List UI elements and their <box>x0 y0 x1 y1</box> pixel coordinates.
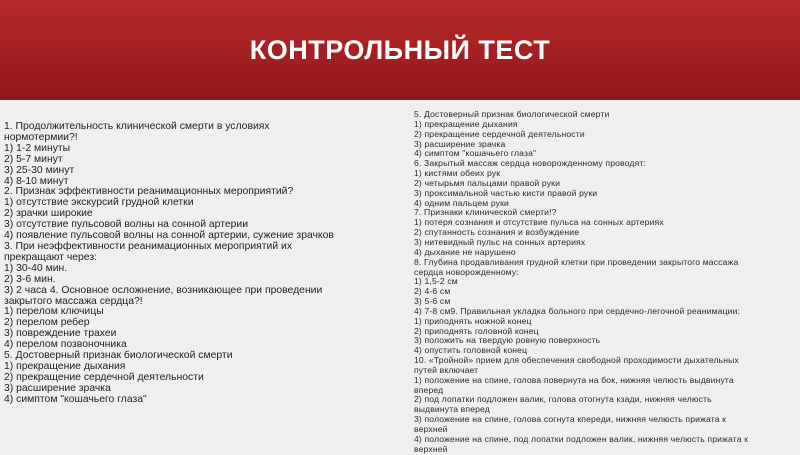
text-line: 3) отсутствие пульсовой волны на сонной артерии <box>4 219 249 231</box>
text-line: 2) под лопатки подложен валик, голова отогнута кзади, нижняя челюсть <box>414 394 712 405</box>
title-banner <box>0 0 800 100</box>
text-line: 8. Глубина продавливания грудной клетки при проведении закрытого массажа <box>414 256 739 267</box>
text-line: 4) симптом "кошачьего глаза" <box>414 148 537 159</box>
text-line: 3) 5-6 см <box>414 296 451 307</box>
text-line: 7. Признаки клинической смерти!? <box>414 207 557 218</box>
text-line: 1) 1-2 минуты <box>4 142 71 154</box>
text-line: 2) перелом ребер <box>4 317 90 329</box>
text-line: 3) положить на твердую ровную поверхность <box>414 335 601 346</box>
text-line: 2) 4-6 см <box>414 286 451 297</box>
text-line: 3) проксимальной частью кисти правой руки <box>414 187 598 198</box>
text-line: верхней <box>414 443 448 454</box>
text-line: 4) появление пульсовой волны на сонной артерии, сужение зрачков <box>4 230 334 242</box>
text-line: 4) перелом позвоночника <box>4 339 127 351</box>
text-line: 2. Признак эффективности реанимационных мероприятий? <box>4 186 294 198</box>
text-line: 2) спутанность сознания и возбуждение <box>414 227 580 238</box>
text-line: 3) 2 часа 4. Основное осложнение, возникающее при проведении <box>4 284 323 296</box>
text-line: 4) положение на спине, под лопатки подложен валик, нижняя челюсть прижата к <box>414 433 749 444</box>
text-line: 2) приподнять головной конец <box>414 325 539 336</box>
text-line: сердца новорожденному: <box>414 266 519 277</box>
text-line: 1) 30-40 мин. <box>4 262 68 274</box>
text-line: 1) прекращение дыхания <box>414 118 518 129</box>
text-line: 3) повреждение трахеи <box>4 328 117 340</box>
text-line: 3. При неэффективности реанимационных мероприятий их <box>4 240 293 252</box>
text-line: 3) 25-30 минут <box>4 164 75 176</box>
text-line: 10. «Тройной» прием для обеспечения свободной проходимости дыхательных <box>414 355 739 366</box>
text-line: 6. Закрытый массаж сердца новорожденному проводят: <box>414 158 647 169</box>
text-line: 4) дыхание не нарушено <box>414 246 516 257</box>
text-line: 2) 5-7 минут <box>4 153 63 165</box>
text-line: 2) 3-6 мин. <box>4 273 56 285</box>
text-line: 4) опустить головной конец <box>414 345 528 356</box>
text-line: 5. Достоверный признак биологической смерти <box>414 109 610 119</box>
text-line: 1) перелом ключицы <box>4 306 104 318</box>
text-line: 1) отсутствие экскурсий грудной клетки <box>4 197 194 209</box>
text-line: 4) одним пальцем руки <box>414 197 509 208</box>
text-line: 4) 8-10 минут <box>4 175 69 187</box>
text-line: 2) прекращение сердечной деятельности <box>4 371 204 383</box>
text-line: 1) приподнять ножной конец <box>414 315 532 326</box>
text-line: 4) 7-8 см9. Правильная укладка больного при сердечно-легочной реанимации: <box>414 305 741 316</box>
text-line: 2) четырьмя пальцами правой руки <box>414 177 561 188</box>
text-line: вперед <box>414 384 444 395</box>
text-line: выдвинута вперед <box>414 404 490 415</box>
text-line: 1) 1,5-2 см <box>414 276 458 287</box>
right-question-column <box>414 110 796 455</box>
left-question-column <box>4 122 394 406</box>
text-line: 4) симптом "кошачьего глаза" <box>4 393 147 405</box>
text-line: путей включает <box>414 364 479 375</box>
text-line: 1) кистями обеих рук <box>414 168 501 179</box>
text-line: 3) нитевидный пульс на сонных артериях <box>414 236 586 247</box>
text-line: 5. Достоверный признак биологической смерти <box>4 350 233 362</box>
slide-title: КОНТРОЛЬНЫЙ ТЕСТ <box>249 34 551 65</box>
text-line: 3) положение на спине, голова согнута кпереди, нижняя челюсть прижата к <box>414 414 727 425</box>
text-line: закрытого массажа сердца?! <box>4 295 143 307</box>
text-line: нормотермии?! <box>4 131 78 143</box>
text-line: 1) потеря сознания и отсутствие пульса на сонных артериях <box>414 217 664 228</box>
text-line: 1) положение на спине, голова повернута на бок, нижняя челюсть выдвинута <box>414 374 734 385</box>
text-line: 2) зрачки широкие <box>4 208 93 220</box>
text-line: прекращают через: <box>4 251 97 263</box>
text-line: 2) прекращение сердечной деятельности <box>414 128 585 139</box>
text-line: 1) прекращение дыхания <box>4 360 126 372</box>
text-line: 3) расширение зрачка <box>414 138 506 149</box>
text-line: 3) расширение зрачка <box>4 382 111 394</box>
text-line: 1. Продолжительность клинической смерти в условиях <box>4 121 270 132</box>
text-line: верхней <box>414 424 448 434</box>
